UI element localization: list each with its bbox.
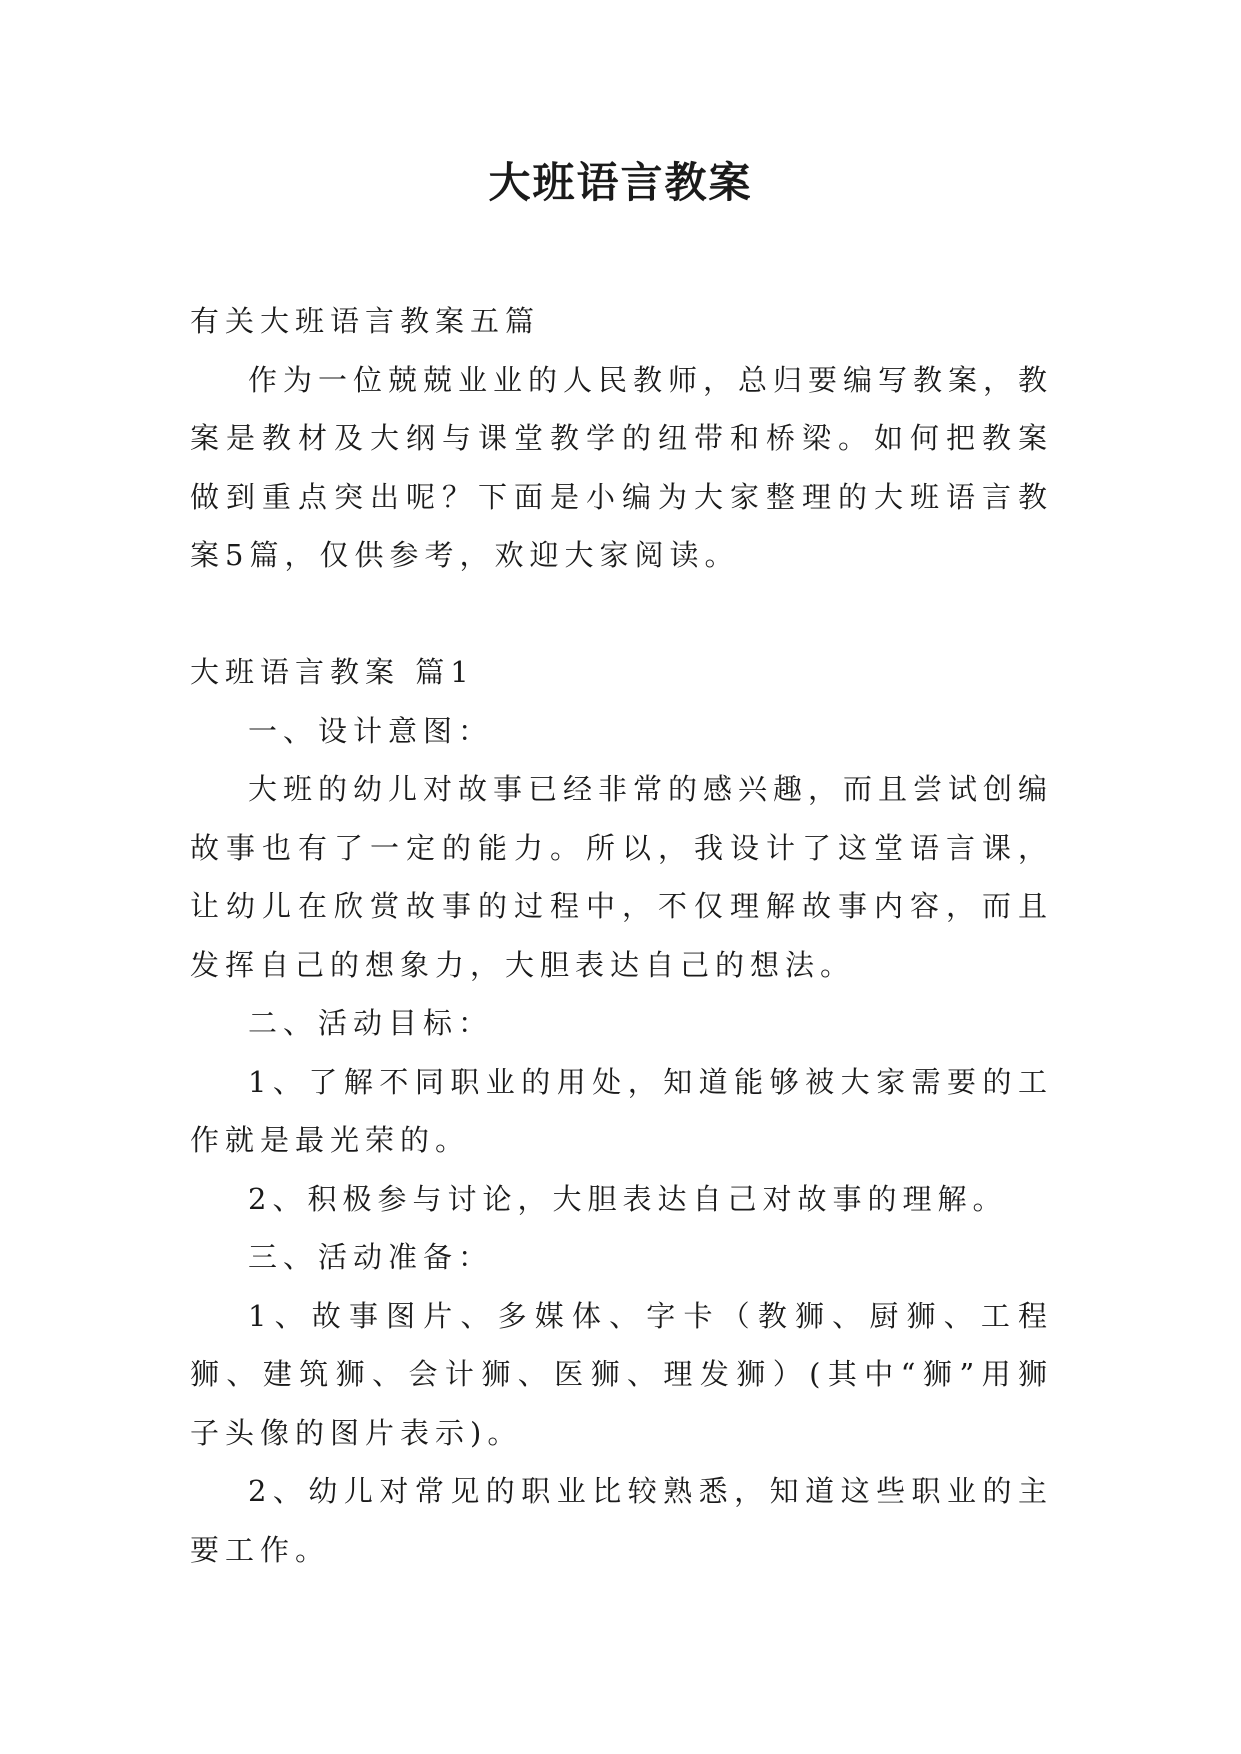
paragraph-prep-1: 1、故事图片、多媒体、字卡（教狮、厨狮、工程狮、建筑狮、会计狮、医狮、理发狮）(其中“狮”用狮子头像的图片表示)。 (190, 1298, 1053, 1450)
page-title: 大班语言教案 (488, 158, 753, 207)
paragraph-goal-1: 1、了解不同职业的用处，知道能够被大家需要的工作就是最光荣的。 (190, 1064, 1053, 1157)
section-heading: 大班语言教案 篇1 (190, 655, 475, 689)
paragraph-design-intent-heading: 一、设计意图： (248, 713, 494, 748)
document-body (190, 292, 1053, 1579)
paragraph-prep-2: 2、幼儿对常见的职业比较熟悉，知道这些职业的主要工作。 (190, 1474, 1053, 1567)
paragraph-design-intent: 大班的幼儿对故事已经非常的感兴趣，而且尝试创编故事也有了一定的能力。所以，我设计了这堂语言课，让幼儿在欣赏故事的过程中，不仅理解故事内容，而且发挥自己的想象力，大胆表达自己的想法。 (190, 772, 1054, 982)
intro-paragraph: 作为一位兢兢业业的人民教师，总归要编写教案，教案是教材及大纲与课堂教学的纽带和桥梁。如何把教案做到重点突出呢？下面是小编为大家整理的大班语言教案5篇，仅供参考，欢迎大家阅读。 (190, 362, 1054, 572)
paragraph-goal-2: 2、积极参与讨论，大胆表达自己对故事的理解。 (248, 1181, 1008, 1216)
document-subtitle: 有关大班语言教案五篇 (190, 304, 541, 338)
paragraph-gap (190, 585, 1053, 644)
paragraph-prep-heading: 三、活动准备： (248, 1240, 494, 1274)
paragraph-goals-heading: 二、活动目标： (248, 1006, 494, 1040)
